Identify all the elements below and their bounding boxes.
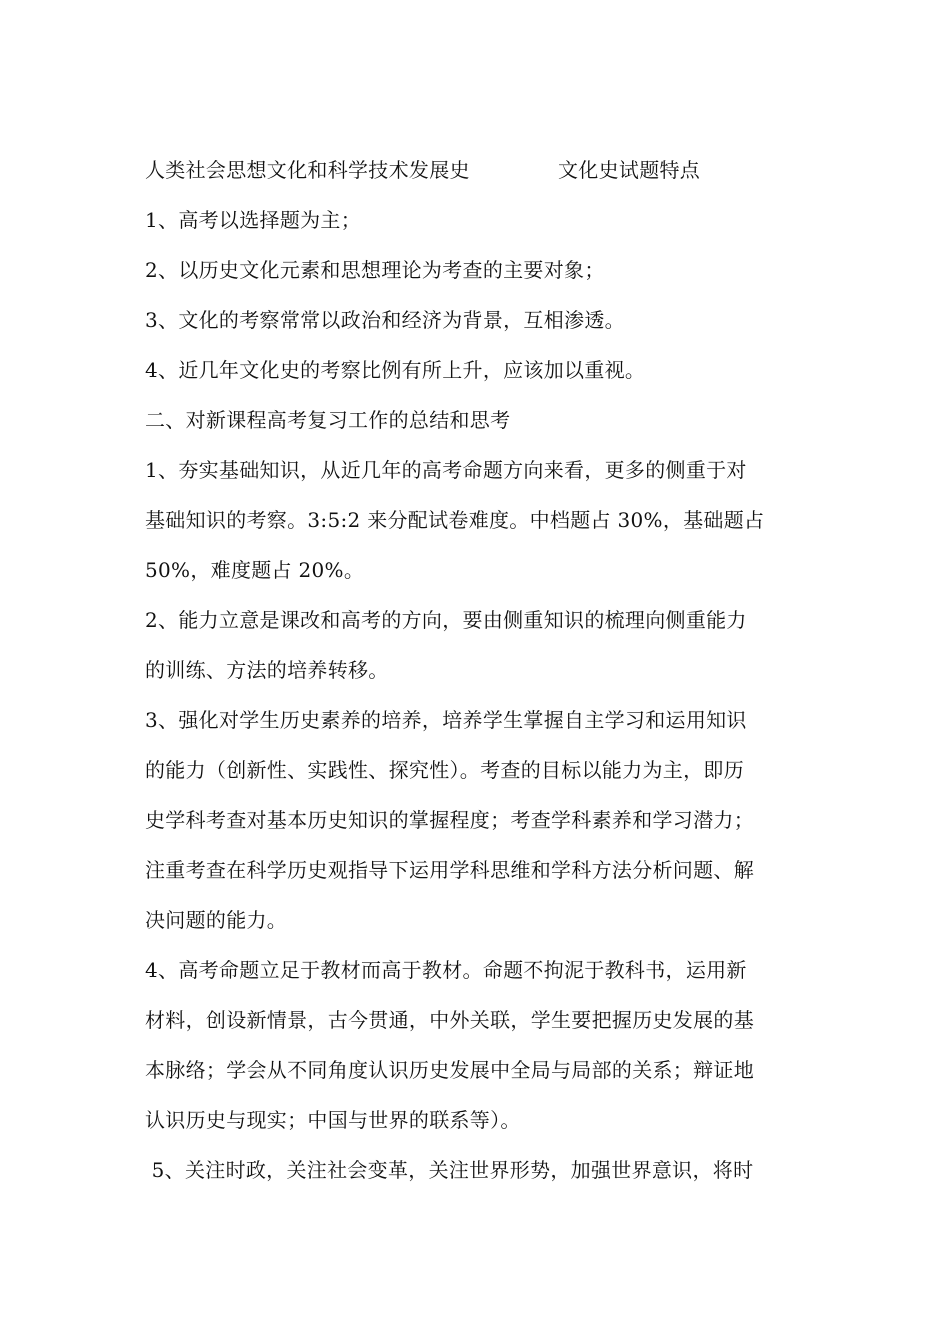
paragraph-line: 决问题的能力。 bbox=[145, 908, 288, 932]
paragraph-line: 的训练、方法的培养转移。 bbox=[145, 658, 389, 682]
paragraph-line: 注重考查在科学历史观指导下运用学科思维和学科方法分析问题、解 bbox=[145, 858, 754, 882]
list-item: 2、以历史文化元素和思想理论为考查的主要对象； bbox=[145, 258, 605, 282]
section-heading: 二、对新课程高考复习工作的总结和思考 bbox=[145, 408, 511, 432]
list-item: 4、近几年文化史的考察比例有所上升，应该加以重视。 bbox=[145, 358, 646, 382]
paragraph-line: 的能力（创新性、实践性、探究性）。考查的目标以能力为主，即历 bbox=[145, 758, 744, 782]
list-item: 1、高考以选择题为主； bbox=[145, 208, 362, 232]
paragraph-line: 50%，难度题占 20%。 bbox=[145, 558, 365, 582]
paragraph-line: 材料，创设新情景，古今贯通，中外关联，学生要把握历史发展的基 bbox=[145, 1008, 754, 1032]
paragraph-line: 1、夯实基础知识，从近几年的高考命题方向来看，更多的侧重于对 bbox=[145, 458, 747, 482]
document-subtitle: 文化史试题特点 bbox=[558, 158, 701, 182]
paragraph-line: 基础知识的考察。3:5:2 来分配试卷难度。中档题占 30%，基础题占 bbox=[145, 508, 765, 532]
document-title: 人类社会思想文化和科学技术发展史 bbox=[145, 158, 470, 182]
paragraph-line: 本脉络；学会从不同角度认识历史发展中全局与局部的关系；辩证地 bbox=[145, 1058, 754, 1082]
paragraph-line: 5、关注时政，关注社会变革，关注世界形势，加强世界意识，将时 bbox=[145, 1158, 754, 1182]
paragraph-line: 认识历史与现实；中国与世界的联系等）。 bbox=[145, 1108, 521, 1132]
paragraph-line: 3、强化对学生历史素养的培养，培养学生掌握自主学习和运用知识 bbox=[145, 708, 747, 732]
list-item: 3、文化的考察常常以政治和经济为背景，互相渗透。 bbox=[145, 308, 625, 332]
paragraph-line: 4、高考命题立足于教材而高于教材。命题不拘泥于教科书，运用新 bbox=[145, 958, 747, 982]
paragraph-line: 史学科考查对基本历史知识的掌握程度；考查学科素养和学习潜力； bbox=[145, 808, 754, 832]
paragraph-line: 2、能力立意是课改和高考的方向，要由侧重知识的梳理向侧重能力 bbox=[145, 608, 747, 632]
